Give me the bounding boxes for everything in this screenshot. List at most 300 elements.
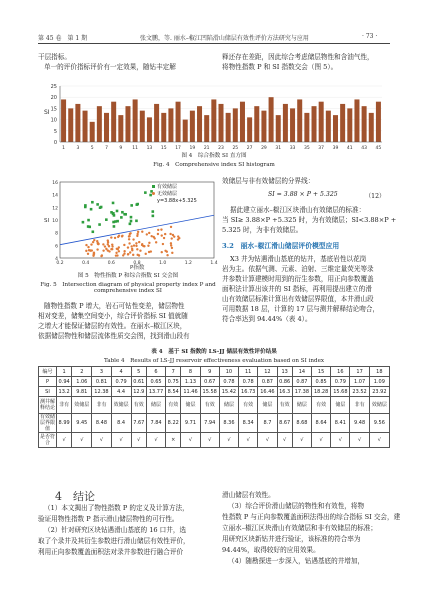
legend-effective: 有效储层 xyxy=(157,184,178,190)
fig4-bar xyxy=(297,99,302,142)
ineffective-point xyxy=(92,241,94,243)
fig4-x-tick: 23 xyxy=(218,146,224,151)
page-number: · 73 · xyxy=(362,33,378,40)
effective-point xyxy=(144,191,147,194)
ineffective-point xyxy=(93,253,95,255)
fig4-x-tick: 31 xyxy=(275,146,282,151)
ineffective-point xyxy=(148,232,150,234)
running-title: 张文鹏，等. 丽水–椒江凹陷滑山储层有效性评价方法研究与应用 xyxy=(140,35,309,42)
table4-cell: 18 xyxy=(369,367,389,377)
equation-number: （12） xyxy=(365,193,386,200)
table4-cell: 2 xyxy=(72,367,92,377)
ineffective-point xyxy=(157,229,159,231)
fig4-x-tick: 41 xyxy=(346,146,353,151)
table4-row xyxy=(39,397,390,414)
ineffective-point xyxy=(129,232,131,234)
ineffective-point xyxy=(155,241,157,243)
table4-cell: √ xyxy=(369,433,389,448)
legend-ineffective: 无效储层 xyxy=(157,191,178,197)
table4-cell: 15.42 xyxy=(219,387,238,397)
table4-row-label: SI xyxy=(39,387,57,397)
ineffective-point xyxy=(157,233,159,235)
table4-cell: 储层 xyxy=(331,397,350,414)
fig5-x-tick: 0.4 xyxy=(82,261,90,266)
table4-cell: 有效 xyxy=(200,397,219,414)
table4-cell: 15.58 xyxy=(200,387,219,397)
fig4-x-tick: 5 xyxy=(90,146,94,151)
table4-cell: √ xyxy=(111,433,131,448)
fig4-bar xyxy=(204,115,209,142)
fig4-bar xyxy=(254,106,259,142)
table4-cell: 18.28 xyxy=(312,387,331,397)
fig4-bar xyxy=(133,99,138,142)
effective-point xyxy=(112,202,115,205)
effective-point xyxy=(88,226,91,229)
table4-cell: 1 xyxy=(57,367,72,377)
table4-cell: 储层 xyxy=(181,397,200,414)
ineffective-point xyxy=(173,235,175,237)
table4-cell: 储层 xyxy=(146,397,165,414)
fig4-x-tick: 27 xyxy=(246,146,253,151)
table4-cell: 9 xyxy=(200,367,219,377)
table4-cell: √ xyxy=(92,433,111,448)
table4-cell: 12 xyxy=(258,367,277,377)
table4-cell: √ xyxy=(239,433,258,448)
table4-cell: 有效 xyxy=(166,397,181,414)
table4-cell: 0.87 xyxy=(258,377,277,387)
ineffective-point xyxy=(110,236,112,238)
table4-cell: √ xyxy=(57,433,72,448)
ineffective-point xyxy=(108,245,110,247)
table4-row-label: 编号 xyxy=(39,367,57,377)
fig4-bar xyxy=(75,104,80,142)
fig4-bar xyxy=(354,99,359,142)
fig5-y-tick: 14 xyxy=(52,193,58,199)
effective-point xyxy=(82,221,85,224)
table4-cell: 7.84 xyxy=(146,414,165,433)
effective-point xyxy=(114,220,117,223)
table4-cell: 23.92 xyxy=(369,387,389,397)
fig4-y-tick: 25 xyxy=(50,84,57,90)
effective-point xyxy=(120,216,123,219)
right-top-line-1: 释还存在差距，因此综合考虑储层物性和含油气性， xyxy=(222,53,374,61)
concl-left-4: 取了个录井及其衍生参数进行滑山储层有效性评价， xyxy=(38,537,190,545)
table4-cell: 8.48 xyxy=(92,414,111,433)
fig4-x-tick: 33 xyxy=(289,146,296,151)
fig4-x-tick: 35 xyxy=(303,146,310,151)
table4-cell: 8.7 xyxy=(258,414,277,433)
fig4-x-tick: 1 xyxy=(62,146,66,151)
table4-cell: 3 xyxy=(92,367,111,377)
ineffective-point xyxy=(96,240,98,242)
fig4-y-tick: 10 xyxy=(50,117,57,124)
table4-cell: 7.94 xyxy=(200,414,219,433)
ineffective-point xyxy=(123,250,125,252)
table4-cell: √ xyxy=(72,433,92,448)
table4-cell: 有效 xyxy=(277,397,292,414)
ineffective-point xyxy=(133,244,135,246)
table4-cell: 效储层 xyxy=(72,397,92,414)
fig5-y-label: SI xyxy=(44,218,50,224)
ineffective-point xyxy=(136,248,138,250)
figure5-crossplot xyxy=(40,178,220,270)
ineffective-point xyxy=(146,233,148,235)
table4-row xyxy=(39,414,390,433)
ineffective-point xyxy=(177,235,179,237)
fig4-x-tick: 7 xyxy=(105,146,108,151)
header-rule xyxy=(38,43,390,44)
left-mid-line-4: 依据储层物性和储层流体性质交会图，找到滑山段有 xyxy=(38,332,190,340)
table4-cell: 16 xyxy=(331,367,350,377)
effective-point xyxy=(113,214,116,217)
ineffective-point xyxy=(115,252,117,254)
ineffective-point xyxy=(138,241,140,243)
fig5-y-tick: 16 xyxy=(52,181,58,186)
fig4-bar xyxy=(83,111,88,142)
table4-cell: 有效 xyxy=(131,397,146,414)
fig4-bar xyxy=(347,108,352,142)
fig5-x-tick: 1.2 xyxy=(184,261,192,266)
table4-row-label: 有效储层界限值 xyxy=(39,414,55,432)
ineffective-point xyxy=(117,248,119,250)
table4-cell: 非有 xyxy=(350,397,369,414)
table4-cell: 23.52 xyxy=(350,387,369,397)
journal-volume: 第 45 卷 第 1 期 xyxy=(38,35,88,42)
fig4-bar xyxy=(190,111,195,142)
fig4-x-tick: 9 xyxy=(119,146,123,151)
fig4-bar xyxy=(97,106,102,142)
effective-point xyxy=(130,204,133,207)
table4-cell: 12.38 xyxy=(92,387,111,397)
table4-cell: 非有 xyxy=(57,397,72,414)
table4-cell: 0.79 xyxy=(111,377,131,387)
ineffective-point xyxy=(100,255,102,257)
ineffective-point xyxy=(161,234,163,236)
fig4-bar xyxy=(218,104,223,142)
table4-cell: √ xyxy=(350,433,369,448)
fig4-bar xyxy=(319,102,324,142)
fig4-bar xyxy=(247,117,252,142)
fig5-caption-cn: 图 5 物性指数 P 和综合指数 SI 交会图 xyxy=(77,273,179,279)
ineffective-point xyxy=(102,243,104,245)
figure4-histogram xyxy=(38,80,390,152)
table4-cell: 1.09 xyxy=(369,377,389,387)
equation-12: SI = 3.88 × P + 5.325 xyxy=(268,191,338,198)
table4-row xyxy=(39,433,390,448)
ineffective-point xyxy=(164,233,166,235)
fig5-y-tick: 12 xyxy=(52,206,58,212)
left-top-line-2: 单一的评价指标评价有一定效果，随钻丰定解 xyxy=(44,63,176,71)
effective-point xyxy=(84,204,87,207)
table4-cell: 7.67 xyxy=(131,414,146,433)
ineffective-point xyxy=(102,249,104,251)
fig4-bar xyxy=(68,108,73,142)
ineffective-point xyxy=(170,242,172,244)
ineffective-point xyxy=(121,235,123,237)
ineffective-point xyxy=(107,241,109,243)
fig4-x-tick: 37 xyxy=(318,146,325,151)
fig4-caption-cn: 图 4 综合指数 SI 直方图 xyxy=(181,153,247,159)
table4-cell: 0.85 xyxy=(312,377,331,387)
effective-point xyxy=(116,210,119,213)
fig4-bar xyxy=(276,115,281,142)
ineffective-point xyxy=(170,226,172,228)
ineffective-point xyxy=(177,238,179,240)
fig5-x-tick: 0.2 xyxy=(56,261,64,266)
table4-cell: √ xyxy=(200,433,219,448)
fig4-caption-en: Fig. 4 Comprehensive index SI histogram xyxy=(153,162,275,168)
table4-cell: √ xyxy=(258,433,277,448)
fig4-bar xyxy=(233,108,238,142)
fig4-x-tick: 45 xyxy=(375,146,382,151)
fig4-x-tick: 17 xyxy=(175,146,181,151)
effective-point xyxy=(124,213,127,216)
fig5-y-tick: 10 xyxy=(52,219,58,224)
table4-cell: √ xyxy=(277,433,292,448)
fig4-bar xyxy=(376,102,381,142)
table4-row-label: 是否符合 xyxy=(39,434,55,446)
ineffective-point xyxy=(171,247,173,249)
table4-cell: 6 xyxy=(146,367,165,377)
concl-right-7: （4）随勘探进一步深入，钻遇基底的井增加， xyxy=(228,557,365,565)
table4-cell: 8.4 xyxy=(111,414,131,433)
table4-cell: 16.73 xyxy=(239,387,258,397)
ineffective-point xyxy=(150,250,152,252)
ineffective-point xyxy=(87,246,89,248)
effective-point xyxy=(92,230,95,233)
left-mid-line-1: 随物性指数 P 增大，岩石可钻性变差，储层物性 xyxy=(44,302,185,310)
concl-left-2: 验证用物性指数 P 指示滑山储层物性的可行性。 xyxy=(38,515,179,523)
table4-cell: 11 xyxy=(239,367,258,377)
ineffective-point xyxy=(162,243,164,245)
fig4-bar xyxy=(362,106,367,142)
concl-right-1: 滑山储层有效性。 xyxy=(222,491,275,499)
table4-cell: 14 xyxy=(292,367,311,377)
ineffective-point xyxy=(90,243,92,245)
ineffective-point xyxy=(169,233,171,235)
ineffective-point xyxy=(163,237,165,239)
ineffective-point xyxy=(97,243,99,245)
table4-cell: 8 xyxy=(181,367,200,377)
fig5-x-tick: 1.4 xyxy=(210,261,218,266)
table4-cell: 0.61 xyxy=(131,377,146,387)
right-p3-line-7: 符合率达到 94.44%（表 4）。 xyxy=(222,315,312,323)
ineffective-point xyxy=(153,237,155,239)
effective-point xyxy=(135,203,138,206)
table4-cell: 16.3 xyxy=(277,387,292,397)
fig4-bar xyxy=(183,120,188,142)
fig5-x-tick: 1.0 xyxy=(159,261,167,266)
fig4-bar xyxy=(326,111,331,142)
ineffective-point xyxy=(135,245,137,247)
table4-cell: 0.94 xyxy=(57,377,72,387)
table4-cell: 13 xyxy=(277,367,292,377)
table4-cell: √ xyxy=(181,433,200,448)
effective-point xyxy=(87,219,90,222)
table4-row xyxy=(39,377,390,387)
fig4-bar xyxy=(290,108,295,142)
effective-point xyxy=(130,216,133,219)
effective-point xyxy=(105,218,108,221)
right-p3-line-1: X3 井为钻遇滑山基底的钻井，基底岩性以花岗 xyxy=(230,255,367,263)
fig5-y-tick: 8 xyxy=(55,231,58,237)
ineffective-point xyxy=(118,250,120,252)
fig4-x-tick: 29 xyxy=(261,146,267,151)
fig4-x-tick: 43 xyxy=(361,146,367,151)
ineffective-point xyxy=(132,238,134,240)
table4-cell: √ xyxy=(312,433,331,448)
table4-cell: 0.81 xyxy=(92,377,111,387)
table4-cell: 0.75 xyxy=(166,377,181,387)
right-p3-line-6: 可用数据 18 层，计算的 17 层与测井解释结论吻合， xyxy=(222,305,380,313)
table4-cell: √ xyxy=(146,433,165,448)
table4-cell: √ xyxy=(292,433,311,448)
section-3-2-heading: 3.2 丽水–椒江滑山储层评价模型应用 xyxy=(222,242,340,250)
fig4-bar xyxy=(197,106,202,142)
fig4-x-tick: 11 xyxy=(132,146,139,151)
ineffective-point xyxy=(171,237,173,239)
table4-cell: 9.48 xyxy=(350,414,369,433)
table4-title-cn: 表 4 基于 SI 指数的 LS-JJ 储层有效性评价结果 xyxy=(151,349,277,355)
ineffective-point xyxy=(85,244,87,246)
ineffective-point xyxy=(128,238,130,240)
fig4-bar xyxy=(312,106,317,142)
ineffective-point xyxy=(111,243,113,245)
table4-cell: 9.71 xyxy=(181,414,200,433)
effective-point xyxy=(135,220,138,223)
ineffective-point xyxy=(118,235,120,237)
fig4-bar xyxy=(140,111,145,142)
table4-cell: 17 xyxy=(350,367,369,377)
ineffective-point xyxy=(148,242,150,244)
table4-cell: 4 xyxy=(111,367,131,377)
ineffective-point xyxy=(143,245,145,247)
fig4-bar xyxy=(61,99,66,142)
fig5-y-tick: 4 xyxy=(55,257,58,262)
table4-cell: 0.87 xyxy=(292,377,311,387)
right-p2-line-2: 当 SI≥ 3.88×P +5.325 时，为有效储层；SI<3.88×P + xyxy=(222,216,397,224)
effective-point xyxy=(98,223,101,226)
ineffective-point xyxy=(164,250,166,252)
ineffective-point xyxy=(127,253,129,255)
fig5-x-label: P指数 xyxy=(130,265,145,270)
table4-cell: 0.65 xyxy=(146,377,165,387)
ineffective-point xyxy=(128,235,130,237)
effective-point xyxy=(150,190,153,193)
ineffective-point xyxy=(145,253,147,255)
table4-cell: 0.86 xyxy=(277,377,292,387)
concl-right-2: （3）综合评价滑山储层的物性和有效性，将物 xyxy=(228,502,365,510)
effective-point xyxy=(129,223,132,226)
left-mid-line-2: 相对变差，储集空间变小，综合评价指标 SI 值就随 xyxy=(38,312,188,320)
fig4-bar xyxy=(111,102,116,142)
fig4-bar xyxy=(304,113,309,142)
table4-cell: 1.13 xyxy=(181,377,200,387)
table4-cell: 8.64 xyxy=(312,414,331,433)
ineffective-point xyxy=(171,252,173,254)
table4-cell: 储层 xyxy=(258,397,277,414)
ineffective-point xyxy=(111,248,113,250)
right-p3-line-5: 山有效储层标准计算出有效储层界限值，本井滑山段 xyxy=(222,295,374,303)
ineffective-point xyxy=(135,242,137,244)
table4-cell: 8.99 xyxy=(57,414,72,433)
fig4-x-tick: 39 xyxy=(332,146,339,151)
fig4-y-tick: 0 xyxy=(53,140,57,146)
ineffective-point xyxy=(129,251,131,253)
table4-cell: 有效 xyxy=(312,397,331,414)
ineffective-point xyxy=(108,250,110,252)
ineffective-point xyxy=(96,248,98,250)
ineffective-point xyxy=(141,231,143,233)
table4-cell: 9.45 xyxy=(72,414,92,433)
fig4-x-tick: 15 xyxy=(160,146,167,151)
effective-point xyxy=(113,225,116,228)
table4-row-label: 测井解释结论 xyxy=(39,397,57,414)
table4-cell: × xyxy=(166,433,181,448)
fig4-bar xyxy=(211,99,216,142)
table4-cell: 8.68 xyxy=(292,414,311,433)
table4-cell: 8.22 xyxy=(166,414,181,433)
ineffective-point xyxy=(114,237,116,239)
fig4-bar xyxy=(269,97,274,142)
table4-cell: 0.78 xyxy=(239,377,258,387)
fig5-y-tick: 6 xyxy=(55,244,58,250)
fig4-bar xyxy=(240,102,245,142)
ineffective-point xyxy=(130,245,132,247)
table4-cell: 效储层 xyxy=(111,397,131,414)
table4-cell: 8.54 xyxy=(166,387,181,397)
left-top-line-1: 干层指标。 xyxy=(38,53,71,61)
table4-cell: 效储层 xyxy=(369,397,389,414)
table4-cell: 11.46 xyxy=(181,387,200,397)
fig4-bar xyxy=(261,111,266,142)
ineffective-point xyxy=(147,245,149,247)
fig4-bar xyxy=(161,113,166,142)
left-mid-line-3: 之增大才能保证储层的有效性。在丽水–椒江区块， xyxy=(38,322,187,330)
table4-cell: 7 xyxy=(166,367,181,377)
table4 xyxy=(38,366,390,448)
effective-point xyxy=(90,208,93,211)
table4-title-en: Table 4 Results of LS-JJ reservoir effectiveness evaluation based on SI index xyxy=(103,358,325,364)
fig4-bar xyxy=(226,113,231,142)
table4-cell: 储层 xyxy=(292,397,311,414)
ineffective-point xyxy=(139,250,141,252)
effective-point xyxy=(96,203,99,206)
right-p2-line-1: 据此建立丽水–椒江区块滑山有效储层的标准： xyxy=(230,206,366,214)
fig4-x-tick: 21 xyxy=(203,146,210,151)
effective-point xyxy=(152,215,155,218)
table4-cell: √ xyxy=(131,433,146,448)
ineffective-point xyxy=(123,244,125,246)
table4-cell: 0.67 xyxy=(200,377,219,387)
table4-cell: 储层 xyxy=(219,397,238,414)
right-p3-line-3: 井参数计算建模时用到的衍生参数，用正向参数覆盖 xyxy=(222,275,374,283)
fig4-bar xyxy=(90,122,95,142)
table4-cell: 1.06 xyxy=(72,377,92,387)
fig4-y-tick: 5 xyxy=(53,128,57,135)
ineffective-point xyxy=(161,251,163,253)
table4-cell: 13.77 xyxy=(146,387,165,397)
fig4-x-tick: 3 xyxy=(76,146,80,151)
table4-cell: 非有 xyxy=(92,397,111,414)
fig4-bar xyxy=(369,113,374,142)
fig4-bar xyxy=(104,113,109,142)
ineffective-point xyxy=(137,231,139,233)
table4-cell: 17.38 xyxy=(292,387,311,397)
ineffective-point xyxy=(127,246,129,248)
concl-right-6: 94.44%，取得较好的应用效果。 xyxy=(222,546,320,554)
right-top-line-2: 将物性指数 P 和 SI 指数交会（图 5）。 xyxy=(222,63,338,71)
